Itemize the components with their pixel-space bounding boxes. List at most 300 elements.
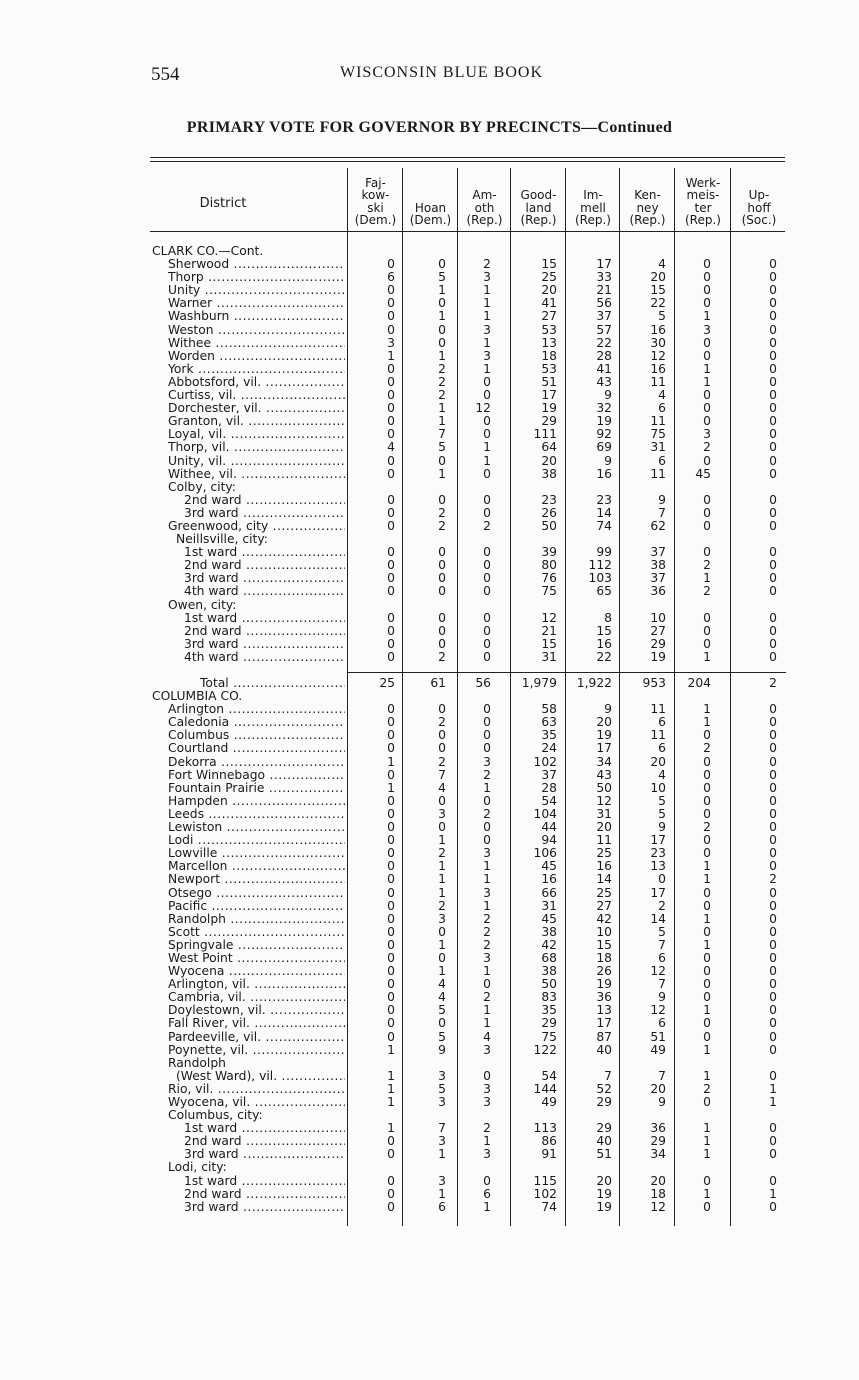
vote-cell-fajkowski: 0 [387, 453, 395, 468]
vote-cell-immell: 65 [596, 584, 612, 599]
vote-cell-goodland: 83 [541, 990, 557, 1005]
vote-cell-fajkowski: 0 [387, 1147, 395, 1162]
table-row [0, 376, 859, 389]
district-name: Total ..... [200, 677, 345, 690]
vote-cell-amoth: 0 [483, 1068, 491, 1083]
district-name: Arlington ..... [168, 703, 345, 716]
vote-cell-fajkowski: 1 [387, 1121, 395, 1136]
vote-cell-immell: 15 [596, 623, 612, 638]
vote-cell-immell: 8 [604, 610, 612, 625]
vote-cell-fajkowski: 0 [387, 1186, 395, 1201]
vote-cell-fajkowski: 1 [387, 754, 395, 769]
vote-cell-werkmeister: 0 [703, 610, 711, 625]
vote-cell-uphoff: 0 [769, 846, 777, 861]
vote-cell-amoth: 3 [483, 1042, 491, 1057]
vote-cell-werkmeister: 0 [703, 1016, 711, 1031]
vote-cell-fajkowski: 1 [387, 780, 395, 795]
vote-cell-immell: 112 [588, 558, 612, 573]
column-header-line: kow- [361, 188, 390, 203]
vote-cell-hoan: 0 [438, 728, 446, 743]
vote-cell-werkmeister: 0 [703, 414, 711, 429]
vote-cell-goodland: 122 [533, 1042, 557, 1057]
vote-cell-uphoff: 0 [769, 309, 777, 324]
vote-cell-uphoff: 0 [769, 990, 777, 1005]
vote-cell-hoan: 3 [438, 806, 446, 821]
vote-cell-uphoff: 0 [769, 401, 777, 416]
vote-cell-hoan: 7 [438, 767, 446, 782]
vote-cell-uphoff: 0 [769, 1003, 777, 1018]
vote-cell-goodland: 115 [533, 1173, 557, 1188]
vote-cell-uphoff: 0 [769, 964, 777, 979]
vote-cell-kenney: 29 [650, 636, 666, 651]
table-row [0, 468, 859, 481]
table-row [0, 769, 859, 782]
vote-cell-werkmeister: 1 [703, 911, 711, 926]
district-name: 3rd ward ..... [184, 507, 345, 520]
vote-cell-fajkowski: 0 [387, 715, 395, 730]
vote-cell-werkmeister: 45 [695, 466, 711, 481]
vote-cell-kenney: 51 [650, 1029, 666, 1044]
district-name: York ..... [168, 363, 345, 376]
vote-cell-immell: 22 [596, 335, 612, 350]
vote-cell-hoan: 1 [438, 833, 446, 848]
district-name: Pacific ..... [168, 900, 345, 913]
vote-cell-kenney: 6 [658, 741, 666, 756]
vote-cell-uphoff: 1 [769, 1186, 777, 1201]
vote-cell-kenney: 6 [658, 401, 666, 416]
vote-cell-werkmeister: 0 [703, 924, 711, 939]
district-name: Fall River, vil. ..... [168, 1017, 345, 1030]
table-row [0, 978, 859, 991]
vote-cell-immell: 27 [596, 898, 612, 913]
vote-cell-werkmeister: 0 [703, 623, 711, 638]
vote-cell-immell: 25 [596, 846, 612, 861]
vote-cell-kenney: 29 [650, 1134, 666, 1149]
vote-cell-amoth: 0 [483, 505, 491, 520]
vote-cell-hoan: 0 [438, 335, 446, 350]
vote-cell-werkmeister: 0 [703, 977, 711, 992]
vote-cell-uphoff: 0 [769, 885, 777, 900]
column-header-line: Ken- [634, 188, 661, 203]
vote-cell-immell: 16 [596, 636, 612, 651]
vote-cell-fajkowski: 0 [387, 728, 395, 743]
district-name: 4th ward ..... [184, 585, 345, 598]
vote-cell-werkmeister: 0 [703, 492, 711, 507]
table-row [0, 1175, 859, 1188]
vote-cell-immell: 26 [596, 964, 612, 979]
vote-cell-werkmeister: 0 [703, 545, 711, 560]
vote-cell-fajkowski: 0 [387, 649, 395, 664]
vote-cell-hoan: 0 [438, 257, 446, 272]
vote-cell-immell: 14 [596, 505, 612, 520]
table-row [0, 389, 859, 402]
vote-cell-fajkowski: 0 [387, 806, 395, 821]
vote-cell-kenney: 4 [658, 388, 666, 403]
district-name: Wyocena, vil. ..... [168, 1096, 345, 1109]
vote-cell-uphoff: 0 [769, 793, 777, 808]
vote-cell-immell: 42 [596, 911, 612, 926]
vote-cell-fajkowski: 0 [387, 466, 395, 481]
table-row [0, 455, 859, 468]
vote-cell-uphoff: 0 [769, 898, 777, 913]
vote-cell-hoan: 0 [438, 571, 446, 586]
vote-cell-hoan: 61 [430, 676, 446, 690]
vote-cell-fajkowski: 0 [387, 911, 395, 926]
table-row [0, 795, 859, 808]
vote-cell-fajkowski: 1 [387, 1081, 395, 1096]
vote-cell-kenney: 12 [650, 1199, 666, 1214]
district-name: Neillsville, city: [176, 533, 268, 547]
vote-cell-immell: 25 [596, 885, 612, 900]
vote-cell-goodland: 51 [541, 374, 557, 389]
vote-cell-werkmeister: 0 [703, 518, 711, 533]
district-name: 1st ward ..... [184, 612, 345, 625]
table-row [0, 834, 859, 847]
district-name: Scott ..... [168, 926, 345, 939]
vote-cell-immell: 43 [596, 767, 612, 782]
vote-cell-immell: 12 [596, 793, 612, 808]
vote-cell-hoan: 1 [438, 309, 446, 324]
vote-cell-kenney: 9 [658, 820, 666, 835]
district-name: Withee, vil. ..... [168, 468, 345, 481]
district-name: 1st ward ..... [184, 1122, 345, 1135]
table-row [0, 310, 859, 323]
district-name: Marcellon ..... [168, 860, 345, 873]
vote-cell-fajkowski: 0 [387, 505, 395, 520]
vote-cell-amoth: 0 [483, 741, 491, 756]
vote-cell-immell: 56 [596, 296, 612, 311]
vote-cell-immell: 50 [596, 780, 612, 795]
table-row [0, 703, 859, 716]
vote-cell-uphoff: 1 [769, 1081, 777, 1096]
district-name: Owen, city: [168, 598, 237, 612]
vote-cell-goodland: 38 [541, 964, 557, 979]
vote-cell-goodland: 29 [541, 414, 557, 429]
district-name: Lodi ..... [168, 834, 345, 847]
vote-cell-kenney: 2 [658, 898, 666, 913]
vote-cell-kenney: 38 [650, 558, 666, 573]
vote-cell-goodland: 50 [541, 518, 557, 533]
vote-cell-immell: 52 [596, 1081, 612, 1096]
district-name: Loyal, vil. ..... [168, 428, 345, 441]
vote-cell-amoth: 2 [483, 1121, 491, 1136]
vote-cell-kenney: 62 [650, 518, 666, 533]
vote-cell-goodland: 86 [541, 1134, 557, 1149]
vote-cell-amoth: 1 [483, 859, 491, 874]
vote-cell-hoan: 0 [438, 820, 446, 835]
vote-cell-goodland: 21 [541, 623, 557, 638]
vote-cell-goodland: 104 [533, 806, 557, 821]
district-name: Courtland ..... [168, 742, 345, 755]
vote-cell-goodland: 63 [541, 715, 557, 730]
vote-cell-immell: 9 [604, 702, 612, 717]
vote-cell-amoth: 1 [483, 898, 491, 913]
vote-cell-fajkowski: 0 [387, 924, 395, 939]
vote-cell-goodland: 68 [541, 950, 557, 965]
vote-cell-goodland: 35 [541, 1003, 557, 1018]
vote-cell-goodland: 20 [541, 453, 557, 468]
vote-cell-uphoff: 0 [769, 440, 777, 455]
vote-cell-fajkowski: 0 [387, 950, 395, 965]
vote-cell-immell: 20 [596, 715, 612, 730]
vote-cell-goodland: 17 [541, 388, 557, 403]
vote-cell-uphoff: 0 [769, 1173, 777, 1188]
vote-cell-kenney: 11 [650, 374, 666, 389]
vote-cell-goodland: 15 [541, 636, 557, 651]
vote-cell-immell: 16 [596, 466, 612, 481]
vote-cell-hoan: 4 [438, 780, 446, 795]
district-name: Wyocena ..... [168, 965, 345, 978]
vote-cell-amoth: 3 [483, 270, 491, 285]
vote-cell-hoan: 0 [438, 545, 446, 560]
vote-cell-uphoff: 0 [769, 1199, 777, 1214]
vote-cell-werkmeister: 2 [703, 741, 711, 756]
table-row [0, 887, 859, 900]
vote-cell-werkmeister: 0 [703, 1173, 711, 1188]
district-name: Leeds ..... [168, 808, 345, 821]
vote-cell-goodland: 24 [541, 741, 557, 756]
vote-cell-goodland: 54 [541, 1068, 557, 1083]
vote-cell-uphoff: 0 [769, 1016, 777, 1031]
vote-cell-werkmeister: 0 [703, 1095, 711, 1109]
vote-cell-amoth: 1 [483, 335, 491, 350]
book-title: WISCONSIN BLUE BOOK [340, 64, 543, 81]
vote-cell-amoth: 2 [483, 924, 491, 939]
district-name: COLUMBIA CO. [152, 690, 243, 704]
vote-cell-goodland: 44 [541, 820, 557, 835]
vote-cell-hoan: 3 [438, 1068, 446, 1083]
vote-cell-uphoff: 0 [769, 545, 777, 560]
vote-cell-hoan: 2 [438, 898, 446, 913]
vote-cell-uphoff: 0 [769, 283, 777, 298]
vote-cell-werkmeister: 0 [703, 833, 711, 848]
vote-cell-uphoff: 0 [769, 1134, 777, 1149]
vote-cell-werkmeister: 2 [703, 558, 711, 573]
vote-cell-fajkowski: 0 [387, 846, 395, 861]
table-row [0, 1017, 859, 1030]
district-name: Pardeeville, vil. ..... [168, 1031, 345, 1044]
vote-cell-immell: 15 [596, 937, 612, 952]
vote-cell-goodland: 54 [541, 793, 557, 808]
vote-cell-goodland: 91 [541, 1147, 557, 1162]
vote-cell-hoan: 9 [438, 1042, 446, 1057]
vote-cell-kenney: 6 [658, 715, 666, 730]
vote-cell-uphoff: 0 [769, 728, 777, 743]
vote-cell-kenney: 36 [650, 584, 666, 599]
vote-cell-kenney: 27 [650, 623, 666, 638]
vote-cell-goodland: 16 [541, 872, 557, 887]
vote-cell-werkmeister: 2 [703, 820, 711, 835]
vote-cell-uphoff: 0 [769, 1029, 777, 1044]
vote-cell-hoan: 2 [438, 754, 446, 769]
vote-cell-werkmeister: 2 [703, 440, 711, 455]
vote-cell-hoan: 0 [438, 322, 446, 337]
vote-cell-uphoff: 0 [769, 388, 777, 403]
table-row [0, 1083, 859, 1096]
vote-cell-fajkowski: 0 [387, 1173, 395, 1188]
district-name: 3rd ward ..... [184, 572, 345, 585]
vote-cell-hoan: 1 [438, 964, 446, 979]
vote-cell-werkmeister: 0 [703, 898, 711, 913]
vote-cell-werkmeister: 1 [703, 1147, 711, 1162]
table-row [0, 337, 859, 350]
vote-cell-goodland: 19 [541, 401, 557, 416]
table-row [0, 742, 859, 755]
table-row [0, 952, 859, 965]
table-row [0, 415, 859, 428]
group-heading-row [0, 1109, 859, 1122]
group-heading-row [0, 599, 859, 612]
vote-cell-immell: 74 [596, 518, 612, 533]
vote-cell-amoth: 1 [483, 780, 491, 795]
vote-cell-hoan: 0 [438, 950, 446, 965]
column-header-line: mell [580, 200, 606, 215]
vote-cell-amoth: 3 [483, 1081, 491, 1096]
vote-cell-uphoff: 0 [769, 1121, 777, 1136]
vote-cell-uphoff: 0 [769, 820, 777, 835]
vote-cell-fajkowski: 1 [387, 1042, 395, 1057]
table-row [0, 572, 859, 585]
vote-cell-werkmeister: 0 [703, 793, 711, 808]
vote-cell-immell: 103 [588, 571, 612, 586]
vote-cell-werkmeister: 1 [703, 702, 711, 717]
vote-cell-werkmeister: 0 [703, 335, 711, 350]
vote-cell-goodland: 113 [533, 1121, 557, 1136]
column-header-line: Am- [472, 188, 497, 203]
vote-cell-hoan: 0 [438, 558, 446, 573]
table-row [0, 1122, 859, 1135]
column-header-goodland [512, 171, 565, 227]
district-name: Columbus, city: [168, 1109, 263, 1123]
district-name: 1st ward ..... [184, 546, 345, 559]
vote-cell-kenney: 20 [650, 754, 666, 769]
vote-cell-goodland: 53 [541, 322, 557, 337]
vote-cell-werkmeister: 1 [703, 361, 711, 376]
group-heading-row [0, 690, 859, 703]
vote-cell-uphoff: 0 [769, 257, 777, 272]
column-header-line: (Rep.) [575, 213, 611, 228]
vote-cell-hoan: 1 [438, 348, 446, 363]
top-rule-2 [150, 161, 785, 162]
vote-cell-werkmeister: 0 [703, 846, 711, 861]
vote-cell-amoth: 6 [483, 1186, 491, 1201]
vote-cell-werkmeister: 0 [703, 348, 711, 363]
vote-cell-werkmeister: 1 [703, 715, 711, 730]
vote-cell-uphoff: 0 [769, 754, 777, 769]
district-name: Curtiss, vil. ..... [168, 389, 345, 402]
table-row [0, 441, 859, 454]
table-row [0, 756, 859, 769]
vote-cell-immell: 29 [596, 1121, 612, 1136]
vote-cell-fajkowski: 4 [387, 440, 395, 455]
vote-cell-fajkowski: 0 [387, 558, 395, 573]
vote-cell-amoth: 0 [483, 427, 491, 442]
table-row [0, 965, 859, 978]
vote-cell-hoan: 1 [438, 1147, 446, 1162]
vote-cell-amoth: 0 [483, 466, 491, 481]
vote-cell-immell: 17 [596, 257, 612, 272]
vote-cell-fajkowski: 25 [379, 676, 395, 690]
table-row [0, 350, 859, 363]
vote-cell-fajkowski: 6 [387, 270, 395, 285]
vote-cell-werkmeister: 0 [703, 1029, 711, 1044]
vote-cell-uphoff: 0 [769, 492, 777, 507]
vote-cell-hoan: 0 [438, 1016, 446, 1031]
vote-cell-hoan: 1 [438, 401, 446, 416]
vote-cell-goodland: 38 [541, 466, 557, 481]
vote-cell-immell: 51 [596, 1147, 612, 1162]
vote-cell-fajkowski: 0 [387, 1016, 395, 1031]
vote-cell-fajkowski: 0 [387, 793, 395, 808]
table-row [0, 939, 859, 952]
vote-cell-uphoff: 0 [769, 1068, 777, 1083]
vote-cell-amoth: 0 [483, 610, 491, 625]
vote-cell-kenney: 15 [650, 283, 666, 298]
vote-cell-fajkowski: 0 [387, 937, 395, 952]
table-row [0, 494, 859, 507]
vote-cell-uphoff: 0 [769, 623, 777, 638]
table-row [0, 1135, 859, 1148]
vote-cell-kenney: 0 [658, 872, 666, 887]
vote-cell-werkmeister: 0 [703, 505, 711, 520]
column-header-line: (Soc.) [741, 213, 777, 228]
vote-cell-hoan: 0 [438, 453, 446, 468]
vote-cell-uphoff: 0 [769, 833, 777, 848]
vote-cell-goodland: 35 [541, 728, 557, 743]
vote-cell-amoth: 0 [483, 388, 491, 403]
vote-cell-fajkowski: 0 [387, 322, 395, 337]
district-name: Randolph ..... [168, 913, 345, 926]
vote-cell-kenney: 37 [650, 571, 666, 586]
vote-cell-goodland: 102 [533, 1186, 557, 1201]
vote-cell-kenney: 49 [650, 1042, 666, 1057]
table-row [0, 1004, 859, 1017]
vote-cell-fajkowski: 0 [387, 545, 395, 560]
vote-cell-werkmeister: 1 [703, 1068, 711, 1083]
vote-cell-amoth: 1 [483, 283, 491, 298]
table-row [0, 651, 859, 664]
vote-cell-uphoff: 0 [769, 453, 777, 468]
vote-cell-goodland: 66 [541, 885, 557, 900]
vote-cell-fajkowski: 0 [387, 361, 395, 376]
vote-cell-werkmeister: 1 [703, 1042, 711, 1057]
vote-cell-hoan: 0 [438, 741, 446, 756]
vote-cell-kenney: 7 [658, 1068, 666, 1083]
district-name: Thorp, vil. ..... [168, 441, 345, 454]
vote-cell-immell: 37 [596, 309, 612, 324]
vote-cell-immell: 9 [604, 388, 612, 403]
vote-cell-immell: 32 [596, 401, 612, 416]
vote-cell-kenney: 7 [658, 505, 666, 520]
district-name: Fort Winnebago ..... [168, 769, 345, 782]
vote-cell-amoth: 0 [483, 1173, 491, 1188]
column-header-werkmeister [676, 171, 730, 227]
district-name: Doylestown, vil. ..... [168, 1004, 345, 1017]
vote-cell-hoan: 5 [438, 440, 446, 455]
vote-cell-immell: 13 [596, 1003, 612, 1018]
vote-cell-hoan: 1 [438, 1186, 446, 1201]
vote-cell-immell: 23 [596, 492, 612, 507]
vote-cell-amoth: 1 [483, 872, 491, 887]
vote-cell-goodland: 64 [541, 440, 557, 455]
district-name: Granton, vil. ..... [168, 415, 345, 428]
vote-cell-uphoff: 1 [769, 1095, 777, 1109]
vote-cell-immell: 9 [604, 453, 612, 468]
vote-cell-goodland: 144 [533, 1081, 557, 1096]
district-name: Worden ..... [168, 350, 345, 363]
column-header-line: Werk- [685, 175, 721, 190]
group-heading-row [0, 533, 859, 546]
